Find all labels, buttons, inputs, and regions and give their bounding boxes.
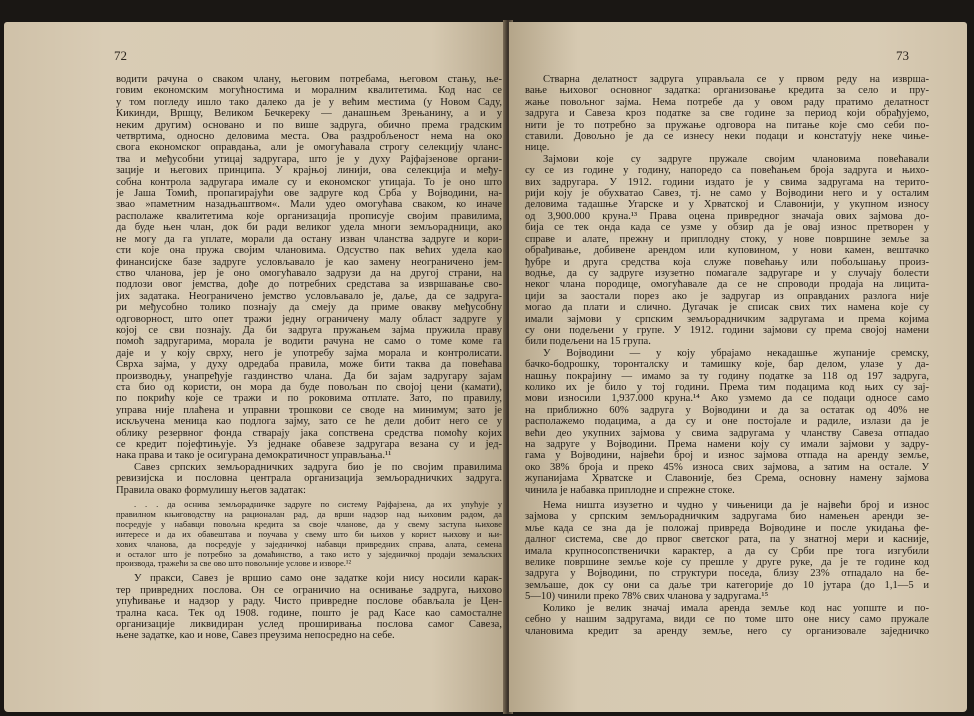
text-line: далног система, све до првог светског рата, па у знатној мери и касније, (525, 534, 929, 546)
text-line: јих задатака. Неограничено јемство условљавало је, даље, да се задруга- (116, 290, 502, 302)
text-line: облику резервног фонда стварају јака сопствена средства помоћу којих (116, 427, 502, 439)
text-line: нице. (525, 142, 550, 154)
text-line: нашњу покрајину — имамо за ту годину податке за 118 од 197 задруга, (525, 370, 929, 382)
text-line: задруга и Савеза кроз податке за све године за период који обрађујемо, (525, 108, 929, 120)
text-line: Зајмови које су задруге пружале својим члановима повећавали (543, 153, 929, 165)
text-line: њене задатке, као и нове, Савез преузима непосредно на себе. (116, 630, 395, 642)
text-line: сти које она пружа својим члановима. Одсуство пак већих удела као (116, 245, 502, 257)
text-line: тер привредних послова. Он се ограничио на оснивање задруга, њихово (116, 584, 502, 596)
page-number: 72 (114, 48, 127, 63)
text-line: имала крупносопственички карактер, а да су Срби пре тога изгубили (525, 545, 929, 557)
quote-line: и осталог што је потребно за домаћинство, а тако исто у заједничкој продаји земаљских (116, 549, 502, 559)
text-line: У Војводини — у коју убрајамо некадашње жупаније сремску, (543, 347, 929, 359)
text-line: Кикинди, Вршцу, Великом Бечкереку — данашњем Зрењанину, а и у (116, 108, 502, 120)
text-line: помоћ задругарима, морала је водити рачуна не само о томе коме га (116, 336, 502, 348)
text-line: организације ликвидиран услед проширивања пословa самог Савеза, (116, 619, 502, 630)
page-body-text (525, 74, 929, 637)
text-line: ри међусобно толико познају да смеју да приме овакву међусобну (116, 302, 502, 314)
text-line: управа није плаћена и управни трошкови се своде на минимум; зато је (116, 404, 502, 416)
quote-line: хових чланова, да посредује у заједничкој набавци привредних справа, алата, семена (116, 539, 502, 549)
text-line: су се из године у годину, напоредо са повећањем броја задруга и њихо- (525, 165, 929, 177)
text-line: на задруге у Војводини. Према намени коју су имали зајмови у задру- (525, 439, 929, 450)
text-line: Правила овако формулишу његов задатак: (116, 484, 306, 496)
text-line: финансијске базе задруге условљавало је као замену неограничено јем- (116, 256, 502, 268)
quote-line: производа, тражећи за све ово што повољније услове и изворе.¹² (116, 559, 352, 569)
text-line: су они подељени у групе. У 1912. години зајмови су према својој намени (525, 324, 929, 336)
text-line: Нема ништа изузетно и чудно у чињеници да је највећи број и износ (543, 500, 929, 512)
text-line: већи део укупних зајмова у свима задругама у чланству Савеза отпадао (525, 427, 929, 439)
text-line: је Јаша Томић, пропагирајући ове задруге код Срба у Војводини, на- (116, 188, 502, 200)
text-line: четвртима, односно деловима места. Ова раздробљеност нема на око (116, 131, 502, 143)
text-line: обрађивање, добивене арендом или куповином, у нови камен, вештачко (525, 245, 929, 257)
text-line: жупанијама Хрватске и Славоније, без Срема, основну намену зајмова (525, 473, 929, 485)
text-line: говим економским могућностима и моралним квалитетима. Код нас се (116, 85, 502, 97)
text-line: члановима кредит за аренду земље, него су организовале заједничко (525, 625, 929, 637)
text-line: свога економског оправдања, али је омогућавала строгу селекцију чланс- (116, 142, 502, 154)
text-line: даје и у коју сврху, него је употребу зајма морала и контролисати. (116, 347, 502, 359)
text-line: велике површине земље које су прешле у друге руке, да је те године код (525, 557, 929, 569)
text-line: деловима тадашње Угарске и у Хрватској и Славонији, у укупном износу (525, 199, 929, 211)
text-line: се кредит појефтињује. Уз једнаке обавезе задругара везана су и јед- (116, 439, 502, 450)
quote-line: интересе и да их обавештава и поучава у свему што би њихов у корист њихову и њи- (116, 529, 502, 539)
text-line: водити рачуна о сваком члану, његовим потребама, његовом стању, ње- (116, 74, 502, 85)
text-line: могао да плати и слично. Дугачак је списак свих тих намена које су (525, 302, 929, 314)
text-line: вање њиховог основног задатка: организовање кредита за село и пру- (525, 85, 929, 97)
text-line: цији за заостали порез ако је задругар из оправданих разлога није (525, 290, 929, 302)
text-line: задруга у Војводини, по структури поседа, близу 23% отпадало на бе- (525, 568, 929, 580)
page-number: 73 (896, 48, 909, 63)
text-line: рији коју је обухватао Савез, тј. не само у Војводини него и у осталим (525, 188, 929, 200)
text-line: Колико је велик значај имала аренда земље код нас уопште и по- (543, 602, 929, 614)
text-line: вих задругара. У 1912. години издато је у свима задругама на терито- (525, 176, 929, 188)
text-line: 5—10) чинили преко 78% свих чланова у задругама.¹⁵ (525, 591, 769, 603)
text-line: У пракси, Савез је вршио само оне задатке који нису носили карак- (134, 573, 502, 585)
left-page (4, 22, 507, 712)
text-line: зајмова у српским земљорадничким задругама био намењен аренди зе- (525, 511, 929, 523)
text-line: располаже квалитетима које организација прописује својим правилима, (116, 210, 502, 222)
right-page (509, 22, 967, 712)
text-line: себно у нашим задругама, види се по томе што оне нису само пружале (525, 614, 929, 626)
text-line: искључена меница као подлога зајму, зато се he дели добит него се у (116, 416, 502, 428)
text-line: собна контрола задругара имале су и економског утицаја. То је оно што (116, 176, 502, 188)
text-line: на приближно 60% задруга у Војводини и да за остатак од 40% не (525, 404, 929, 416)
text-line: неког члана породице, омогућавале да се не спроводи продаја на лицита- (525, 279, 929, 291)
text-line: гама у Војводини, највећи број и износ зајмова отпада на аренду земље, (525, 450, 929, 462)
text-line: од 3,900.000 круна.¹³ Права оцена привредног значаја ових зајмова до- (525, 210, 929, 222)
text-line: нити је то потребно за пружање одговора на питање које смо себи по- (525, 119, 929, 131)
text-line: били подељени на 15 група. (525, 336, 651, 348)
text-line: у том погледу ишло тако далеко да је у већим местима (у Новом Саду, (116, 96, 502, 108)
text-line: мље када се зна да је положај привреда Војводине и после укидања фе- (525, 522, 929, 534)
text-line: Сврха зајма, у духу одредаба правила, може бити таква да повећава (116, 359, 502, 371)
text-line: звао »паметним назадњаштвом«. Мали удео омогућава сваком, ко иначе (116, 199, 502, 211)
text-line: зације и његових принципа. У крајњој линији, ова селекција и међу- (116, 165, 502, 177)
text-line: по покрићу које се тражи и по роковима отплате. Зато, по правилу, (116, 393, 502, 405)
text-line: упућивање и надзор у раду. Чисто привредне послове обављала је Цен- (116, 596, 502, 608)
text-line: којој се сви познају. Да би задруга пружањем зајма пружила праву (116, 324, 502, 336)
text-line: око 38% броја и преко 45% износа свих зајмова, а затим на остале. У (525, 461, 929, 473)
text-line: трална каса. Тек од 1908. године, пошто је рад Касе као самосталне (116, 607, 502, 619)
text-line: мови износили 1,937.000 круна.¹⁴ Ако узмемо да се подаци односе само (525, 393, 929, 405)
text-line: колико их је било у тој години. Према тим подацима код њих су зај- (525, 381, 929, 393)
text-line: не могу да га уплате, морали да остану изван чланства задруге и кори- (116, 233, 502, 245)
quote-line: посредује у набавци повољна кредита за своје чланове, да у свему заступа њихове (116, 519, 502, 529)
quote-line: . . . да оснива земљорадничке задруге по систему Рајфајзена, да их упућује у (134, 500, 502, 510)
text-line: располажемо подацима, а да су и оне постојале и радиле, излази да је (525, 416, 929, 428)
text-line: неким другим) основано и по више задруга, обично према градским (116, 119, 502, 131)
quote-line: правилном књиговодству на рационалан рад, да врши надзор над њиховим радом, да (116, 509, 502, 519)
text-line: ство чланова, јер је оно омогућавало задрузи да на другој страни, на (116, 267, 502, 279)
text-line: водње, да су задруге изузетно помагале задругаре и у случају болести (525, 267, 929, 279)
text-line: нака права и тако је осигурана демократичност управљања.¹¹ (116, 450, 392, 462)
text-line: да буде њен члан, док би ради великог удела многи земљорадници, ако (116, 222, 502, 234)
text-line: Стварна делатност задруга управљала се у првом реду на изврша- (543, 74, 929, 85)
text-line: справе и алате, прежну и приплодну стоку, у нове површине земље за (525, 233, 929, 245)
text-line: одговорност, што опет тражи једну ограничену малу област задруге у (116, 313, 502, 325)
text-line: ставили. Довољно је да се изнесу неки подаци и констатују неке чиње- (525, 131, 929, 143)
text-line: бија се тек онда када се узме у обзир да је овај износ претворен у (525, 222, 929, 234)
text-line: ревизијска и пословна централа организација земљорадничких задруга. (116, 473, 502, 485)
text-line: земљаше, док су они са даље три категорије до 10 јутара (до 1,1—5 и (525, 579, 929, 591)
text-line: чинила је набавка приплодне и спрежне стоке. (525, 484, 735, 496)
text-line: бачко-бодрошку, торонталску и тамишку које, бар делом, улазе у да- (525, 359, 929, 371)
text-line: тва и међусобни утицај задругара, што је у духу Рајфајзенове органи- (116, 153, 502, 165)
text-line: производњу, унапређује газдинство члана. Да би зајам задругару зајам (116, 370, 502, 382)
text-line: подлози овог јемства, дође до потребних средстава за извршавање сво- (116, 279, 502, 291)
text-line: жање повољног зајма. Нема потребе да у овом раду пратимо делатност (525, 96, 929, 108)
text-line: имали зајмови у српским земљорадничким задругама и према којима (525, 313, 929, 325)
text-line: Савез српских земљорадничких задруга био је по својим правилима (134, 461, 502, 473)
page-body-text (116, 74, 502, 642)
text-line: ђубре и друга средства која служе повећању или побољшању произ- (525, 256, 929, 268)
text-line: ста био од користи, он мора да буде повољан по својој цени (камати), (116, 381, 502, 393)
